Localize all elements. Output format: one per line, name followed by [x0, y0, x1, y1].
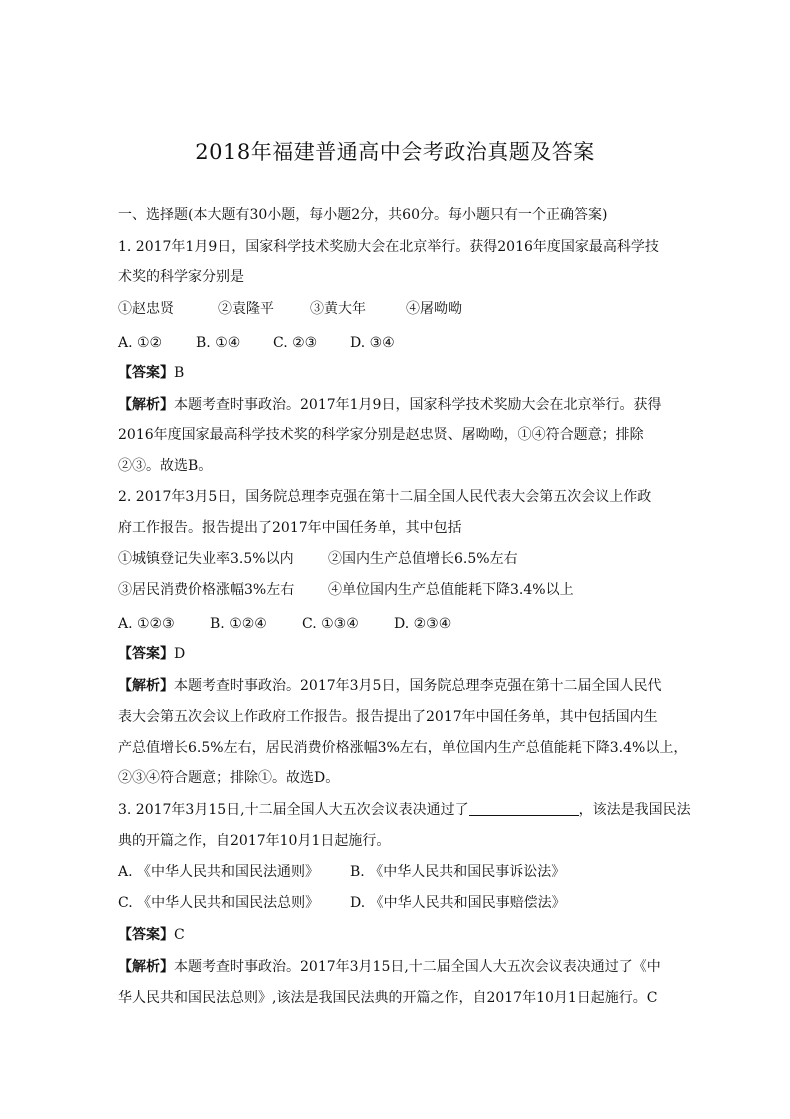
q3-analysis-line2: 华人民共和国民法总则》,该法是我国民法典的开篇之作，自2017年10月1日起施行。C [118, 990, 658, 1006]
q2-choice-c: C. ①③④ [302, 616, 359, 632]
q1-choice-b: B. ①④ [196, 335, 241, 351]
q3-answer-label: 【答案】 [118, 927, 174, 943]
q3-fill-blank [469, 801, 579, 816]
q3-choice-d: D. 《中华人民共和国民事赔偿法》 [350, 895, 566, 911]
section-header: 一、选择题(本大题有30小题，每小题2分，共60分。每小题只有一个正确答案) [118, 207, 608, 223]
q2-analysis-line2: 表大会第五次会议上作政府工作报告。报告提出了2017年中国任务单，其中包括国内生 [118, 709, 658, 725]
q2-answer-label: 【答案】 [118, 646, 174, 662]
document-title: 2018年福建普通高中会考政治真题及答案 [195, 140, 595, 164]
q3-answer-value: C [174, 927, 185, 943]
q3-analysis-label: 【解析】 [118, 959, 174, 975]
q1-item-3: ③黄大年 [310, 301, 366, 317]
q1-item-1: ①赵忠贤 [118, 301, 174, 317]
q2-answer-value: D [174, 646, 186, 662]
q1-analysis-line1 [118, 395, 678, 415]
q3-stem-text1b: ，该法是我国民法 [578, 802, 691, 818]
q1-stem-line2: 术奖的科学家分别是 [118, 269, 244, 285]
q2-stem-line1: 2. 2017年3月5日，国务院总理李克强在第十二届全国人民代表大会第五次会议上作政 [118, 489, 652, 505]
q2-analysis-text1: 本题考查时事政治。2017年3月5日，国务院总理李克强在第十二届全国人民代 [174, 678, 662, 694]
q2-analysis-label: 【解析】 [118, 678, 174, 694]
q3-answer [118, 925, 678, 945]
q1-item-2: ②袁隆平 [218, 301, 274, 317]
q3-choice-a: A. 《中华人民共和国民法通则》 [118, 864, 320, 880]
q1-choice-a: A. ①② [118, 335, 163, 351]
q1-analysis-text1: 本题考查时事政治。2017年1月9日，国家科学技术奖励大会在北京举行。获得 [174, 397, 662, 413]
q3-analysis-text1: 本题考查时事政治。2017年3月15日,十二届全国人大五次会议表决通过了《中 [174, 959, 661, 975]
q1-choice-c: C. ②③ [273, 335, 318, 351]
q2-choice-b: B. ①②④ [210, 616, 267, 632]
q1-stem-line1: 1. 2017年1月9日，国家科学技术奖励大会在北京举行。获得2016年度国家最高科学技 [118, 239, 659, 255]
q1-answer [118, 363, 678, 383]
q1-analysis-label: 【解析】 [118, 397, 174, 413]
q1-item-4: ④屠呦呦 [406, 301, 462, 317]
q3-stem-line1 [118, 800, 691, 820]
q3-choice-b: B. 《中华人民共和国民事诉讼法》 [350, 864, 566, 880]
q1-analysis-line3: ②③。故选B。 [118, 458, 213, 474]
q1-analysis-line2: 2016年度国家最高科学技术奖的科学家分别是赵忠贤、屠呦呦，①④符合题意；排除 [118, 427, 644, 443]
q3-choice-c: C. 《中华人民共和国民法总则》 [118, 895, 320, 911]
q2-choice-d: D. ②③④ [394, 616, 452, 632]
q1-answer-label: 【答案】 [118, 365, 174, 381]
q2-item-1: ①城镇登记失业率3.5%以内 [118, 551, 294, 567]
q3-analysis-line1 [118, 957, 678, 977]
q2-stem-line2: 府工作报告。报告提出了2017年中国任务单，其中包括 [118, 520, 462, 536]
q2-analysis-line4: ②③④符合题意；排除①。故选D。 [118, 770, 340, 786]
q2-analysis-line3: 产总值增长6.5%左右，居民消费价格涨幅3%左右，单位国内生产总值能耗下降3.4%以上， [118, 740, 688, 756]
q1-answer-value: B [174, 365, 185, 381]
q3-stem-line2: 典的开篇之作，自2017年10月1日起施行。 [118, 833, 391, 849]
q2-item-3: ③居民消费价格涨幅3%左右 [118, 582, 295, 598]
q2-answer [118, 644, 678, 664]
q3-stem-text1a: 3. 2017年3月15日,十二届全国人大五次会议表决通过了 [118, 802, 469, 818]
q2-analysis-line1 [118, 676, 678, 696]
q2-item-4: ④单位国内生产总值能耗下降3.4%以上 [328, 582, 574, 598]
q1-choice-d: D. ③④ [350, 335, 395, 351]
q2-choice-a: A. ①②③ [118, 616, 175, 632]
q2-item-2: ②国内生产总值增长6.5%左右 [328, 551, 518, 567]
